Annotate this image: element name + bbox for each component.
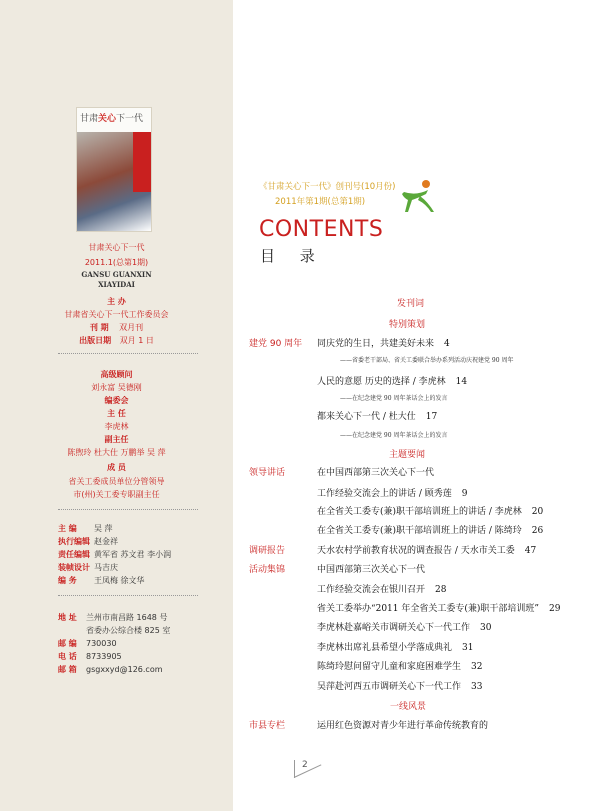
staff-label: 责任编辑: [58, 550, 90, 559]
staff-label: 执行编辑: [58, 537, 90, 546]
category-shixian: 市县专栏: [249, 721, 286, 731]
director-label: 主 任: [107, 409, 126, 418]
toc-entry[interactable]: [317, 562, 425, 575]
toc-entry[interactable]: [317, 601, 560, 614]
staff-row: [58, 575, 145, 586]
toc-entry[interactable]: [317, 659, 482, 672]
cover-logo-text: 甘肃: [80, 114, 99, 124]
period: 双月刊: [119, 323, 144, 332]
toc-entry[interactable]: [317, 374, 467, 387]
entry-page: 31: [462, 643, 474, 653]
entry-title: 李虎林赴嘉峪关市调研关心下一代工作: [317, 623, 471, 633]
toc-entry[interactable]: [317, 336, 450, 349]
staff-value: 黄军省 苏文君 李小润: [94, 550, 172, 559]
section-zhuti: 主题要闻: [389, 450, 426, 460]
mulu-title: 目 录: [260, 247, 325, 265]
category-diaoyan: 调研报告: [249, 546, 286, 556]
contact-value: 省委办公综合楼 825 室: [86, 626, 171, 635]
entry-title: 在全省关工委专(兼)职干部培训班上的讲话 / 李虎林: [317, 507, 522, 517]
advisors: 刘永富 吴德刚: [91, 383, 142, 392]
members-label: 成 员: [107, 463, 126, 472]
entry-title: 在全省关工委专(兼)职干部培训班上的讲话 / 陈绮玲: [317, 526, 522, 536]
entry-page: 20: [531, 507, 544, 517]
contact-row: [58, 664, 163, 675]
entry-page: 28: [435, 585, 447, 595]
divider: [58, 595, 198, 596]
contact-label: 地 址: [58, 613, 77, 622]
sponsor-label: 主 办: [107, 297, 126, 306]
entry-page: 9: [461, 489, 468, 499]
contact-row: [58, 625, 170, 636]
contact-label: 邮 箱: [58, 665, 77, 674]
entry-page: 26: [531, 526, 544, 536]
period-row: [0, 322, 233, 333]
entry-title: 在中国西部第三次关心下一代: [317, 468, 435, 478]
contact-value: 730030: [86, 639, 117, 648]
contact-row: [58, 612, 167, 623]
contact-label: 邮 编: [58, 639, 77, 648]
figure-logo-icon: [398, 178, 438, 214]
section-tebie: 特别策划: [389, 320, 426, 330]
contents-title: CONTENTS: [259, 217, 384, 242]
entry-page: 29: [549, 604, 561, 614]
toc-entry[interactable]: [317, 543, 536, 556]
members-line-2: 市(州)关工委专职副主任: [73, 490, 160, 499]
entry-title: 工作经验交流会上的讲话 / 顾秀莲: [317, 489, 452, 499]
staff-value: 吴 萍: [94, 524, 113, 533]
contact-label: 电 话: [58, 652, 77, 661]
staff-row: [58, 523, 113, 534]
date-row: [0, 335, 233, 346]
staff-value: 赵金祥: [94, 537, 118, 546]
toc-entry[interactable]: [317, 523, 543, 536]
toc-entry[interactable]: [317, 640, 473, 653]
entry-page: 30: [480, 623, 492, 633]
toc-entry[interactable]: [317, 486, 468, 499]
cover-logo-tail: 下一代: [116, 114, 144, 124]
period-label: 刊 期: [89, 323, 109, 332]
entry-title: 运用红色资源对青少年进行革命传统教育的: [317, 721, 489, 731]
entry-subtitle: ——省委老干部局、省关工委联合举办系列活动庆祝建党 90 周年: [340, 357, 514, 364]
director: 李虎林: [104, 422, 129, 431]
staff-row: [58, 562, 118, 573]
divider: [58, 353, 198, 354]
toc-entry[interactable]: [317, 504, 543, 517]
members-line-1: 省关工委成员单位分管领导: [68, 477, 165, 486]
staff-value: 马吉庆: [94, 563, 118, 572]
contact-value: 8733905: [86, 652, 122, 661]
staff-value: 王凤梅 徐文华: [94, 576, 145, 585]
cover-logo: [80, 111, 143, 124]
category-lingdao: 领导讲话: [249, 468, 286, 478]
staff-label: 编 务: [58, 576, 77, 585]
staff-row: [58, 536, 118, 547]
issue-line-2: 2011年第1期(总第1期): [275, 197, 366, 207]
toc-entry[interactable]: [317, 620, 491, 633]
sidebar: [0, 0, 233, 811]
entry-title: 工作经验交流会在银川召开: [317, 585, 426, 595]
editorial-label: 编委会: [104, 396, 129, 405]
entry-page: 4: [444, 339, 450, 349]
entry-subtitle: ——在纪念建党 90 周年茶话会上的发言: [340, 432, 448, 439]
category-jiandang: 建党 90 周年: [249, 339, 303, 349]
entry-page: 32: [471, 662, 483, 672]
toc-entry[interactable]: [317, 679, 482, 692]
cover-thumbnail: [76, 107, 152, 232]
contact-row: [58, 651, 122, 662]
issue-number: 2011.1(总第1期): [84, 258, 149, 267]
entry-page: 33: [471, 682, 483, 692]
toc-entry[interactable]: [317, 582, 446, 595]
date-label: 出版日期: [79, 336, 112, 345]
entry-title: 陈绮玲慰问留守儿童和家庭困难学生: [317, 662, 462, 672]
entry-page: 47: [524, 546, 537, 556]
cover-red-band: [133, 132, 151, 192]
contact-value: 兰州市南昌路 1648 号: [86, 613, 168, 622]
cover-logo-heart: 关心: [98, 114, 117, 124]
advisor-label: 高级顾问: [100, 370, 133, 379]
entry-title: 省关工委举办“2011 年全省关工委专(兼)职干部培训班”: [317, 604, 539, 614]
entry-title: 中国西部第三次关心下一代: [317, 565, 426, 575]
divider: [58, 509, 198, 510]
staff-row: [58, 549, 171, 560]
toc-entry[interactable]: [317, 409, 437, 422]
sponsor: 甘肃省关心下一代工作委员会: [64, 310, 169, 319]
contact-value: gsgxxyd@126.com: [86, 665, 163, 674]
entry-page: 14: [455, 377, 468, 387]
contact-row: [58, 638, 117, 649]
toc-entry[interactable]: [317, 718, 488, 731]
entry-title: 天水农村学前教育状况的调查报告 / 天水市关工委: [317, 546, 515, 556]
entry-title: 同庆党的生日，共建美好未来: [317, 339, 435, 349]
magazine-name: 甘肃关心下一代: [88, 243, 145, 252]
issue-line-1: 《甘肃关心下一代》创刊号(10月份): [259, 182, 396, 192]
entry-title: 李虎林出席礼县希望小学落成典礼: [317, 643, 453, 653]
pinyin-line-1: GANSU GUANXIN: [81, 270, 152, 279]
staff-label: 装帧设计: [58, 563, 90, 572]
category-huodong: 活动集锦: [249, 565, 286, 575]
deputies: 陈煦玲 杜大仕 万鹏举 吴 萍: [67, 448, 166, 457]
section-fakanci: 发刊词: [397, 299, 425, 309]
pinyin-line-2: XIAYIDAI: [98, 280, 135, 289]
entry-title: 吴萍赴河西五市调研关心下一代工作: [317, 682, 462, 692]
deputy-label: 副主任: [104, 435, 129, 444]
page-number: 2: [302, 760, 308, 770]
entry-title: 人民的意愿 历史的选择 / 李虎林: [317, 377, 446, 387]
section-yixian: 一线风景: [390, 702, 427, 712]
entry-title: 都来关心下一代 / 杜大仕: [317, 412, 416, 422]
date: 双月 1 日: [119, 336, 154, 345]
toc-entry[interactable]: [317, 465, 434, 478]
entry-page: 17: [425, 412, 438, 422]
entry-subtitle: ——在纪念建党 90 周年茶话会上的发言: [340, 395, 448, 402]
staff-label: 主 编: [58, 524, 77, 533]
